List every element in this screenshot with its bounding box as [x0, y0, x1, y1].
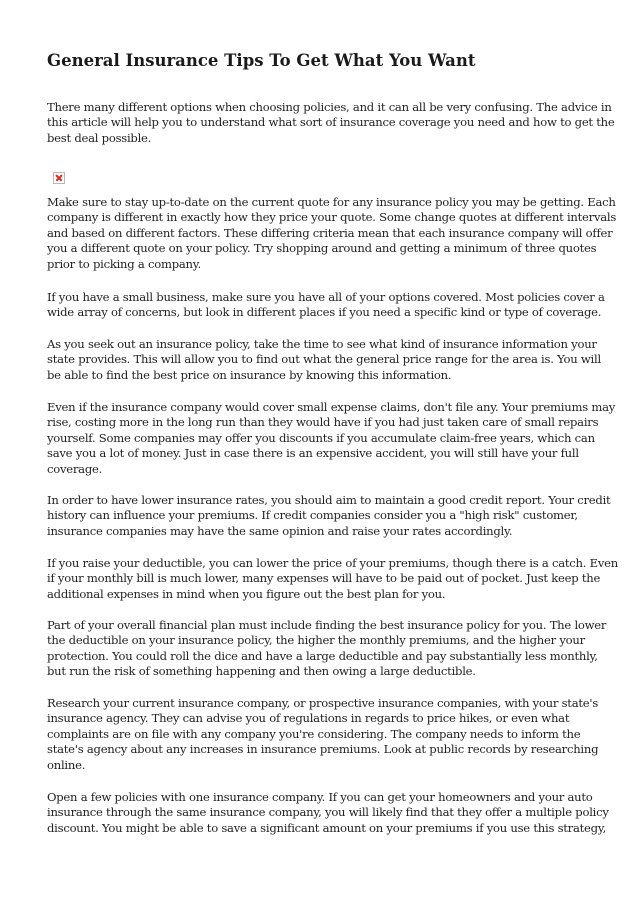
text-line: There many different options when choosing policies, and it can all be very confusing. The advice in: [47, 100, 612, 114]
paragraph-deductible: [47, 556, 618, 602]
text-line: In order to have lower insurance rates, you should aim to maintain a good credit report. Your credit: [47, 493, 611, 507]
text-line: and based on different factors. These differing criteria mean that each insurance company will offer: [47, 225, 613, 240]
text-line: Open a few policies with one insurance company. If you can get your homeowners and your auto: [47, 790, 593, 804]
paragraph-state-info: [47, 337, 601, 383]
text-line: protection. You could roll the dice and have a large deductible and pay substantially less monthly,: [47, 648, 598, 663]
paragraph-research: [47, 696, 598, 773]
text-line: Part of your overall financial plan must include finding the best insurance policy for you. The lower: [47, 618, 607, 632]
text-line: insurance through the same insurance company, you will likely find that they offer a multiple policy: [47, 805, 609, 820]
paragraph-credit: [47, 493, 610, 539]
text-line: but run the risk of something happening and then owing a large deductible.: [47, 664, 476, 679]
paragraph-quotes: [47, 195, 616, 272]
paragraph-small-business: [47, 290, 605, 321]
text-line: complaints are on file with any company you're considering. The company needs to inform the: [47, 726, 581, 741]
text-line: online.: [47, 757, 86, 772]
text-line: Make sure to stay up-to-date on the current quote for any insurance policy you may be getting. Each: [47, 195, 616, 209]
text-line: state provides. This will allow you to find out what the general price range for the area is. You will: [47, 352, 601, 367]
text-line: best deal possible.: [47, 130, 152, 145]
text-line: if your monthly bill is much lower, many expenses will have to be paid out of pocket. Just keep the: [47, 571, 601, 586]
text-line: Even if the insurance company would cover small expense claims, don't file any. Your premiums may: [47, 400, 616, 414]
paragraph-multiple-policies: [47, 790, 609, 836]
text-line: insurance agency. They can advise you of regulations in regards to price hikes, or even what: [47, 711, 570, 726]
text-line: discount. You might be able to save a significant amount on your premiums if you use this strategy,: [47, 820, 607, 835]
text-line: save you a lot of money. Just in case there is an expensive accident, you will still have your full: [47, 446, 579, 461]
text-line: this article will help you to understand what sort of insurance coverage you need and how to get the: [47, 115, 615, 130]
broken-image-icon: [53, 172, 65, 184]
text-line: rise, costing more in the long run than they would have if you had just taken care of small repairs: [47, 415, 599, 430]
text-line: the deductible on your insurance policy, the higher the monthly premiums, and the higher your: [47, 633, 585, 648]
text-line: be able to find the best price on insurance by knowing this information.: [47, 367, 452, 382]
text-line: Research your current insurance company, or prospective insurance companies, with your state's: [47, 696, 599, 710]
text-line: prior to picking a company.: [47, 256, 201, 271]
paragraph-intro: [47, 100, 615, 146]
paragraph-small-claims: [47, 400, 615, 477]
text-line: insurance companies may have the same opinion and raise your rates accordingly.: [47, 523, 513, 538]
text-line: coverage.: [47, 461, 103, 476]
text-line: you a different quote on your policy. Try shopping around and getting a minimum of three quotes: [47, 241, 597, 256]
text-line: company is different in exactly how they price your quote. Some change quotes at different intervals: [47, 210, 617, 225]
paragraph-financial-plan: [47, 618, 606, 680]
text-line: history can influence your premiums. If credit companies consider you a "high risk" customer,: [47, 508, 578, 523]
text-line: As you seek out an insurance policy, take the time to see what kind of insurance information your: [47, 337, 597, 351]
text-line: additional expenses in mind when you figure out the best plan for you.: [47, 586, 446, 601]
text-line: If you have a small business, make sure you have all of your options covered. Most policies cover a: [47, 290, 605, 304]
text-line: wide array of concerns, but look in different places if you need a specific kind or type of coverage.: [47, 305, 602, 320]
document-title: General Insurance Tips To Get What You Want: [47, 51, 476, 70]
text-line: yourself. Some companies may offer you discounts if you accumulate claim-free years, which can: [47, 430, 595, 445]
text-line: state's agency about any increases in insurance premiums. Look at public records by researching: [47, 742, 599, 757]
text-line: If you raise your deductible, you can lower the price of your premiums, though there is a catch. Even: [47, 556, 618, 570]
